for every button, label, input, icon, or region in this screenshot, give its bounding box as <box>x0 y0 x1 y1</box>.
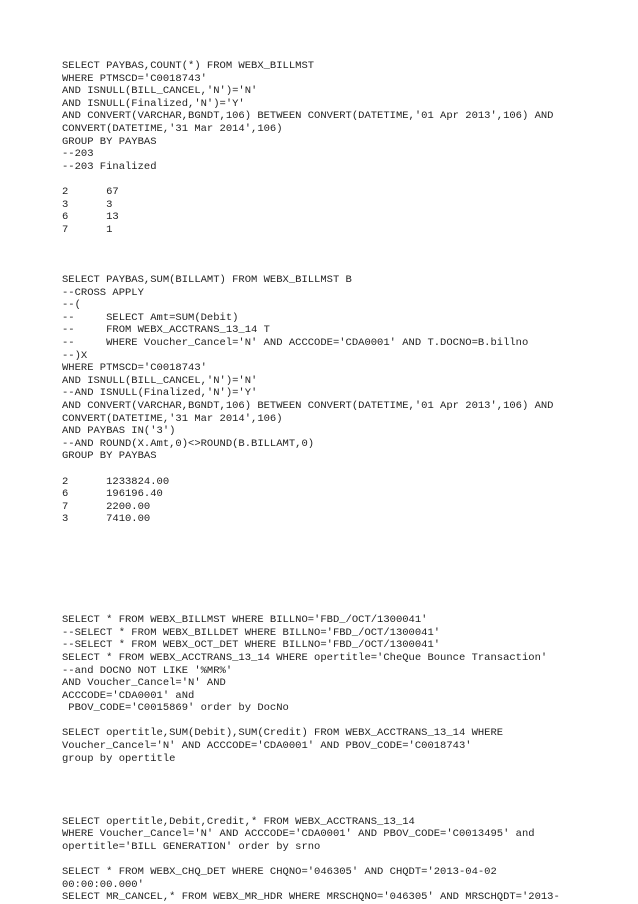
code-line: 2 67 <box>62 185 119 198</box>
document-page <box>62 60 632 904</box>
code-line: -- SELECT Amt=SUM(Debit) <box>62 311 239 324</box>
blank-line <box>62 765 632 778</box>
code-line: --AND ROUND(X.Amt,0)<>ROUND(B.BILLAMT,0) <box>62 437 315 450</box>
blank-line <box>62 173 632 186</box>
code-line: --( <box>62 299 81 312</box>
blank-line <box>62 576 632 589</box>
code-line: 6 196196.40 <box>62 488 163 501</box>
code-line: SELECT opertitle,Debit,Credit,* FROM WEBX_ACCTRANS_13_14 <box>62 815 415 828</box>
blank-line <box>62 236 632 249</box>
code-line: SELECT MR_CANCEL,* FROM WEBX_MR_HDR WHERE MRSCHQNO='046305' AND MRSCHQDT='2013- <box>62 891 560 904</box>
code-line: --203 <box>62 148 94 161</box>
code-line: 2 1233824.00 <box>62 475 170 488</box>
code-line: SELECT PAYBAS,COUNT(*) FROM WEBX_BILLMST <box>62 60 315 72</box>
code-line: AND Voucher_Cancel='N' AND <box>62 677 226 690</box>
code-line: SELECT opertitle,SUM(Debit),SUM(Credit) FROM WEBX_ACCTRANS_13_14 WHERE <box>62 727 504 740</box>
code-line: 3 7410.00 <box>62 513 151 526</box>
code-line: --SELECT * FROM WEBX_OCT_DET WHERE BILLNO='FBD_/OCT/1300041' <box>62 639 441 652</box>
blank-line <box>62 589 632 602</box>
code-line: WHERE PTMSCD='C0018743' <box>62 362 207 375</box>
code-line: group by opertitle <box>62 752 176 765</box>
code-line: -- FROM WEBX_ACCTRANS_13_14 T <box>62 324 270 337</box>
blank-line <box>62 249 632 262</box>
code-line: SELECT * FROM WEBX_ACCTRANS_13_14 WHERE opertitle='CheQue Bounce Transaction' <box>62 651 548 664</box>
blank-line <box>62 602 632 615</box>
code-line: --203 Finalized <box>62 160 157 173</box>
code-line: AND PAYBAS IN('3') <box>62 425 176 438</box>
blank-line <box>62 551 632 564</box>
code-line: AND ISNULL(Finalized,'N')='Y' <box>62 97 245 110</box>
code-line: 3 3 <box>62 198 113 211</box>
code-line: --)X <box>62 349 88 362</box>
code-line: WHERE Voucher_Cancel='N' AND ACCCODE='CDA0001' AND PBOV_CODE='C0013495' and <box>62 828 535 841</box>
code-line: 7 1 <box>62 223 113 236</box>
blank-line <box>62 853 632 866</box>
code-line: GROUP BY PAYBAS <box>62 450 157 463</box>
blank-line <box>62 803 632 816</box>
code-line: opertitle='BILL GENERATION' order by srno <box>62 840 321 853</box>
blank-line <box>62 715 632 728</box>
code-line: AND ISNULL(BILL_CANCEL,'N')='N' <box>62 374 258 387</box>
code-line: -- WHERE Voucher_Cancel='N' AND ACCCODE='CDA0001' AND T.DOCNO=B.billno <box>62 337 529 350</box>
code-line: SELECT * FROM WEBX_CHQ_DET WHERE CHQNO='046305' AND CHQDT='2013-04-02 <box>62 866 497 878</box>
code-line: SELECT * FROM WEBX_BILLMST WHERE BILLNO='FBD_/OCT/1300041' <box>62 614 428 627</box>
blank-line <box>62 564 632 577</box>
code-line: --AND ISNULL(Finalized,'N')='Y' <box>62 387 258 400</box>
code-line: AND CONVERT(VARCHAR,BGNDT,106) BETWEEN CONVERT(DATETIME,'01 Apr 2013',106) AND <box>62 400 554 413</box>
code-line: CONVERT(DATETIME,'31 Mar 2014',106) <box>62 122 283 135</box>
blank-line <box>62 778 632 791</box>
blank-line <box>62 790 632 803</box>
code-line: Voucher_Cancel='N' AND ACCCODE='CDA0001' AND PBOV_CODE='C0018743' <box>62 740 472 753</box>
code-line: --CROSS APPLY <box>62 286 144 299</box>
blank-line <box>62 539 632 552</box>
code-line: AND ISNULL(BILL_CANCEL,'N')='N' <box>62 85 258 98</box>
code-line: 6 13 <box>62 211 119 224</box>
code-line: WHERE PTMSCD='C0018743' <box>62 72 207 85</box>
code-line: 00:00:00.000' <box>62 878 144 891</box>
code-line: --and DOCNO NOT LIKE '%MR%' <box>62 664 233 677</box>
blank-line <box>62 463 632 476</box>
code-line: --SELECT * FROM WEBX_BILLDET WHERE BILLNO='FBD_/OCT/1300041' <box>62 626 441 639</box>
code-line: GROUP BY PAYBAS <box>62 135 157 148</box>
code-line: 7 2200.00 <box>62 500 151 513</box>
code-line: SELECT PAYBAS,SUM(BILLAMT) FROM WEBX_BILLMST B <box>62 274 352 287</box>
code-line: AND CONVERT(VARCHAR,BGNDT,106) BETWEEN CONVERT(DATETIME,'01 Apr 2013',106) AND <box>62 110 554 123</box>
blank-line <box>62 526 632 539</box>
code-line: CONVERT(DATETIME,'31 Mar 2014',106) <box>62 412 283 425</box>
code-line: ACCCODE='CDA0001' aNd <box>62 689 195 702</box>
blank-line <box>62 262 632 275</box>
code-line: PBOV_CODE='C0015869' order by DocNo <box>62 702 289 715</box>
